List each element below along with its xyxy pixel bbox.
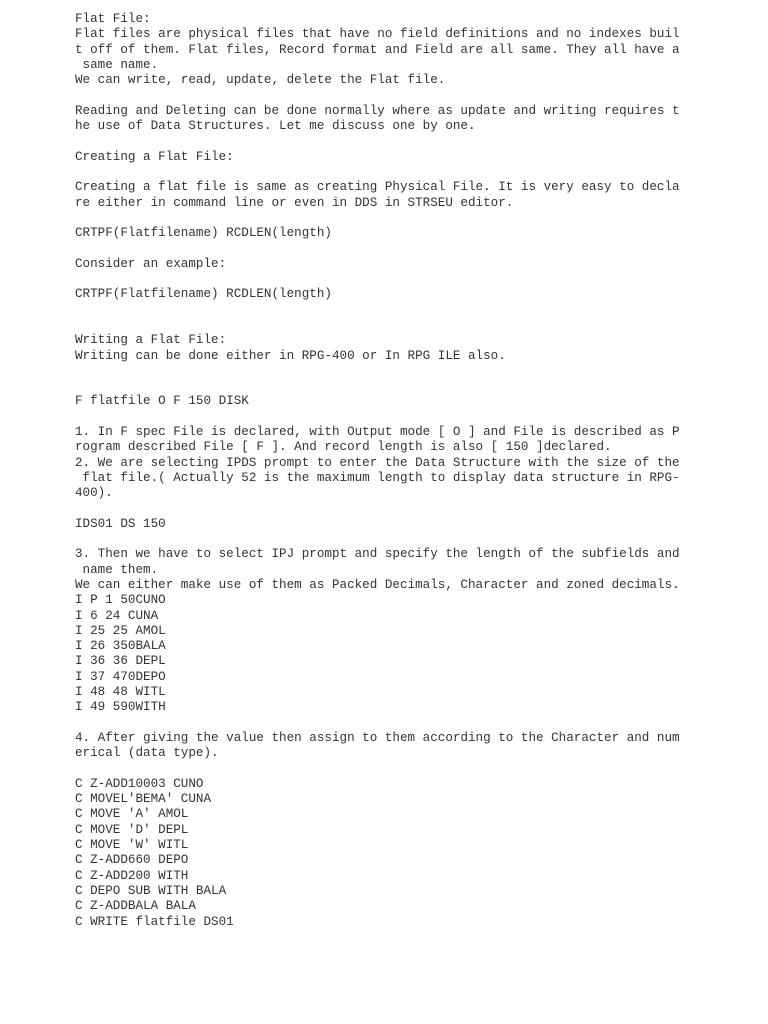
text-line [75, 241, 685, 256]
text-line: t off of them. Flat files, Record format and Field are all same. They all have a [75, 42, 680, 57]
text-line: he use of Data Structures. Let me discuss one by one. [75, 119, 476, 134]
text-line [75, 134, 685, 149]
text-line: C Z-ADD200 WITH [75, 868, 189, 883]
text-line: C MOVE 'W' WITL [75, 838, 189, 853]
text-line: C DEPO SUB WITH BALA [75, 883, 227, 898]
text-line: name them. [75, 562, 159, 577]
text-line: 2. We are selecting IPDS prompt to enter the Data Structure with the size of the [75, 455, 680, 470]
text-line [75, 410, 685, 425]
text-line: C Z-ADDBALA BALA [75, 899, 196, 914]
text-line: Writing can be done either in RPG-400 or In RPG ILE also. [75, 348, 506, 363]
text-line: I 48 48 WITL [75, 685, 166, 700]
text-line: 4. After giving the value then assign to them according to the Character and num [75, 730, 680, 745]
text-line: IDS01 DS 150 [75, 516, 166, 531]
text-line [75, 165, 685, 180]
text-line: I P 1 50CUNO [75, 593, 166, 608]
text-line: Creating a flat file is same as creating Physical File. It is very easy to decla [75, 180, 680, 195]
text-line: I 25 25 AMOL [75, 623, 166, 638]
text-line: We can either make use of them as Packed Decimals, Character and zoned decimals. [75, 577, 680, 592]
text-line: I 36 36 DEPL [75, 654, 166, 669]
text-line [75, 379, 685, 394]
text-line: 400). [75, 486, 113, 501]
text-line [75, 303, 685, 318]
text-line: 1. In F spec File is declared, with Output mode [ O ] and File is described as P [75, 425, 680, 440]
text-line: 3. Then we have to select IPJ prompt and specify the length of the subfields and [75, 547, 680, 562]
text-line: CRTPF(Flatfilename) RCDLEN(length) [75, 226, 332, 241]
text-line: F flatfile O F 150 DISK [75, 394, 249, 409]
text-line [75, 762, 685, 777]
text-line: I 37 470DEPO [75, 669, 166, 684]
text-line: re either in command line or even in DDS in STRSEU editor. [75, 195, 514, 210]
text-line: CRTPF(Flatfilename) RCDLEN(length) [75, 287, 332, 302]
text-line: Reading and Deleting can be done normally where as update and writing requires t [75, 103, 680, 118]
text-line [75, 502, 685, 517]
text-line: C WRITE flatfile DS01 [75, 914, 234, 929]
text-line: We can write, read, update, delete the Flat file. [75, 73, 446, 88]
text-line: C MOVE 'A' AMOL [75, 807, 189, 822]
text-line: Flat File: [75, 12, 151, 26]
text-line [75, 272, 685, 287]
text-line: same name. [75, 57, 159, 72]
text-line: I 49 590WITH [75, 700, 166, 715]
text-line: erical (data type). [75, 746, 219, 761]
text-line: flat file.( Actually 52 is the maximum length to display data structure in RPG- [75, 470, 680, 485]
text-line: rogram described File [ F ]. And record length is also [ 150 ]declared. [75, 440, 612, 455]
document-page [75, 12, 685, 930]
text-line: C Z-ADD660 DEPO [75, 853, 189, 868]
text-line: C Z-ADD10003 CUNO [75, 776, 204, 791]
text-line: C MOVEL'BEMA' CUNA [75, 792, 212, 807]
text-line: Consider an example: [75, 256, 227, 271]
text-line [75, 318, 685, 333]
text-line [75, 364, 685, 379]
text-line [75, 211, 685, 226]
text-line: I 26 350BALA [75, 639, 166, 654]
text-line: Writing a Flat File: [75, 333, 227, 348]
text-line: C MOVE 'D' DEPL [75, 822, 189, 837]
text-line: Creating a Flat File: [75, 149, 234, 164]
text-line: I 6 24 CUNA [75, 608, 159, 623]
text-line [75, 88, 685, 103]
text-line [75, 532, 685, 547]
text-line: Flat files are physical files that have no field definitions and no indexes buil [75, 27, 680, 42]
text-line [75, 716, 685, 731]
